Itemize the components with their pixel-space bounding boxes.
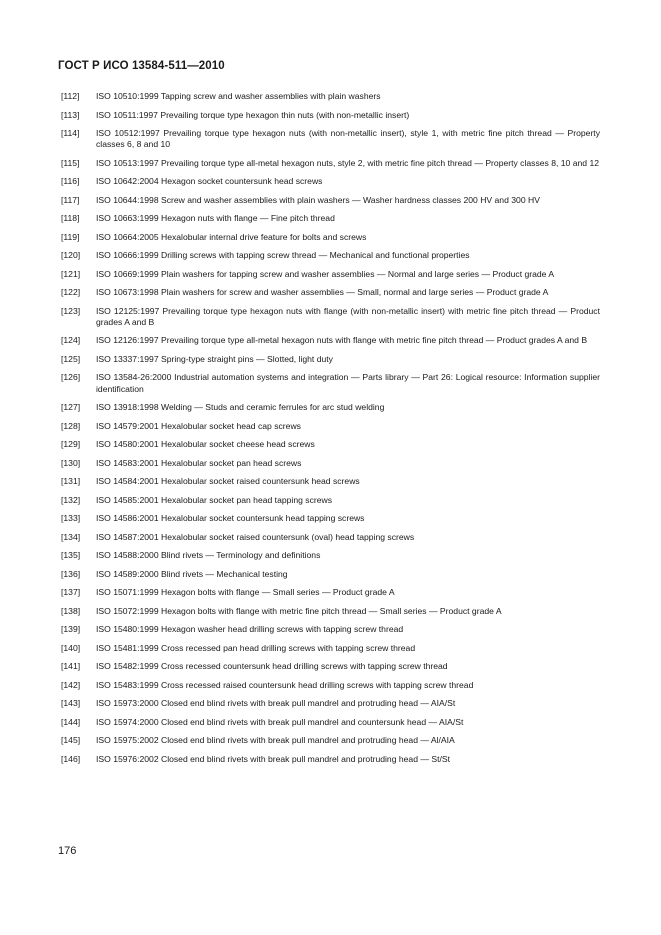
reference-number: [125] [61,353,81,364]
list-item [61,402,600,413]
reference-number: [139] [61,624,81,635]
list-item [61,439,600,450]
reference-text: ISO 15975:2002 Closed end blind rivets with break pull mandrel and protruding head — Al/AIA [96,735,455,746]
list-item [61,250,600,261]
list-item [61,158,600,169]
reference-number: [118] [61,213,80,224]
list-item [61,354,600,365]
list-item [61,372,600,394]
reference-text: ISO 10511:1997 Prevailing torque type hexagon thin nuts (with non-metallic insert) [96,109,410,120]
reference-number: [145] [61,735,81,746]
reference-number: [114] [61,128,80,138]
reference-text: ISO 10669:1999 Plain washers for tapping screw and washer assemblies — Normal and large series — Product grade A [96,268,555,279]
reference-number: [134] [61,531,81,542]
reference-number: [121] [61,268,81,279]
list-item [61,587,600,598]
bibliography-list [61,91,600,772]
list-item [61,269,600,280]
list-item [61,569,600,580]
reference-text: ISO 15974:2000 Closed end blind rivets with break pull mandrel and countersunk head — AIA/St [96,716,464,727]
reference-text: ISO 14585:2001 Hexalobular socket pan head tapping screws [96,494,333,505]
list-item [61,421,600,432]
list-item [61,195,600,206]
reference-text: ISO 14587:2001 Hexalobular socket raised countersunk (oval) head tapping screws [96,531,415,542]
reference-text: ISO 10644:1998 Screw and washer assemblies with plain washers — Washer hardness classes 200 HV and 300 HV [96,194,540,205]
reference-number: [119] [61,231,80,242]
list-item [61,643,600,654]
reference-text: ISO 10666:1999 Drilling screws with tapping screw thread — Mechanical and functional properties [96,250,470,261]
reference-number: [129] [61,439,81,450]
reference-text: ISO 12126:1997 Prevailing torque type all-metal hexagon nuts with flange with metric fine pitch thread — Product grades A and B [96,335,588,346]
reference-number: [142] [61,679,81,690]
list-item [61,513,600,524]
reference-number: [130] [61,457,81,468]
reference-text: ISO 13918:1998 Welding — Studs and ceramic ferrules for arc stud welding [96,402,385,413]
reference-number: [116] [61,176,80,187]
list-item [61,495,600,506]
list-item [61,754,600,765]
reference-number: [128] [61,420,81,431]
list-item [61,698,600,709]
reference-number: [113] [61,109,80,120]
reference-text: ISO 14584:2001 Hexalobular socket raised countersunk head screws [96,476,360,487]
list-item [61,606,600,617]
page-number: 176 [58,845,77,857]
reference-text: ISO 10673:1998 Plain washers for screw and washer assemblies — Small, normal and large series — Product grade A [96,287,549,298]
reference-text: ISO 10642:2004 Hexagon socket countersunk head screws [96,176,323,187]
reference-number: [123] [61,305,81,316]
reference-text: ISO 15482:1999 Cross recessed countersunk head drilling screws with tapping screw thread [96,661,448,672]
reference-text: ISO 15480:1999 Hexagon washer head drilling screws with tapping screw thread [96,624,404,635]
reference-number: [120] [61,250,81,261]
reference-text: ISO 14580:2001 Hexalobular socket cheese head screws [96,439,315,450]
reference-number: [138] [61,605,81,616]
list-item [61,91,600,102]
reference-text: ISO 10663:1999 Hexagon nuts with flange — Fine pitch thread [96,213,335,224]
reference-text: ISO 10510:1999 Tapping screw and washer assemblies with plain washers [96,91,381,101]
page-title: ГОСТ Р ИСО 13584-511—2010 [58,60,225,72]
list-item [61,128,600,150]
reference-text: ISO 15976:2002 Closed end blind rivets with break pull mandrel and protruding head — St/St [96,753,450,764]
reference-number: [140] [61,642,81,653]
reference-number: [112] [61,91,80,101]
list-item [61,532,600,543]
reference-text: ISO 15483:1999 Cross recessed raised countersunk head drilling screws with tapping screw thread [96,679,474,690]
list-item [61,550,600,561]
reference-text: ISO 13337:1997 Spring-type straight pins — Slotted, light duty [96,353,333,364]
reference-number: [124] [61,335,81,346]
reference-text: ISO 15072:1999 Hexagon bolts with flange with metric fine pitch thread — Small series — Product grade A [96,605,502,616]
list-item [61,624,600,635]
reference-number: [146] [61,753,81,764]
reference-text: ISO 14588:2000 Blind rivets — Terminology and definitions [96,550,321,561]
list-item [61,110,600,121]
list-item [61,458,600,469]
reference-text: ISO 14579:2001 Hexalobular socket head cap screws [96,420,301,431]
list-item [61,232,600,243]
list-item [61,176,600,187]
reference-number: [131] [61,476,81,487]
reference-text: ISO 13584-26:2000 Industrial automation systems and integration — Parts library — Part 26: Logical resource: Information supplier identification [96,372,600,394]
list-item [61,680,600,691]
reference-number: [136] [61,568,81,579]
reference-number: [126] [61,372,81,383]
list-item [61,476,600,487]
reference-number: [137] [61,587,81,598]
reference-text: ISO 10513:1997 Prevailing torque type all-metal hexagon nuts, style 2, with metric fine pitch thread — Property classes 8, 10 and 12 [96,157,600,168]
reference-text: ISO 10512:1997 Prevailing torque type hexagon nuts (with non-metallic insert), style 1, with metric fine pitch thread — Property classes 6, 8 and 10 [96,128,600,150]
reference-text: ISO 15973:2000 Closed end blind rivets with break pull mandrel and protruding head — AIA/St [96,698,456,709]
list-item [61,735,600,746]
reference-number: [122] [61,287,81,298]
reference-text: ISO 15071:1999 Hexagon bolts with flange — Small series — Product grade A [96,587,395,598]
list-item [61,213,600,224]
reference-number: [141] [61,661,81,672]
reference-text: ISO 12125:1997 Prevailing torque type hexagon nuts with flange (with non-metallic insert) with metric fine pitch thread — Product grades A and B [96,305,600,327]
list-item [61,287,600,298]
reference-number: [115] [61,157,80,168]
reference-text: ISO 15481:1999 Cross recessed pan head drilling screws with tapping screw thread [96,642,416,653]
list-item [61,306,600,328]
reference-number: [133] [61,513,81,524]
list-item [61,717,600,728]
reference-text: ISO 10664:2005 Hexalobular internal drive feature for bolts and screws [96,231,367,242]
reference-number: [127] [61,402,81,413]
reference-number: [135] [61,550,81,561]
reference-number: [144] [61,716,81,727]
reference-text: ISO 14583:2001 Hexalobular socket pan head screws [96,457,302,468]
reference-number: [132] [61,494,81,505]
list-item [61,661,600,672]
list-item [61,335,600,346]
reference-number: [117] [61,194,80,205]
reference-text: ISO 14586:2001 Hexalobular socket countersunk head tapping screws [96,513,365,524]
reference-number: [143] [61,698,81,709]
reference-text: ISO 14589:2000 Blind rivets — Mechanical testing [96,568,288,579]
